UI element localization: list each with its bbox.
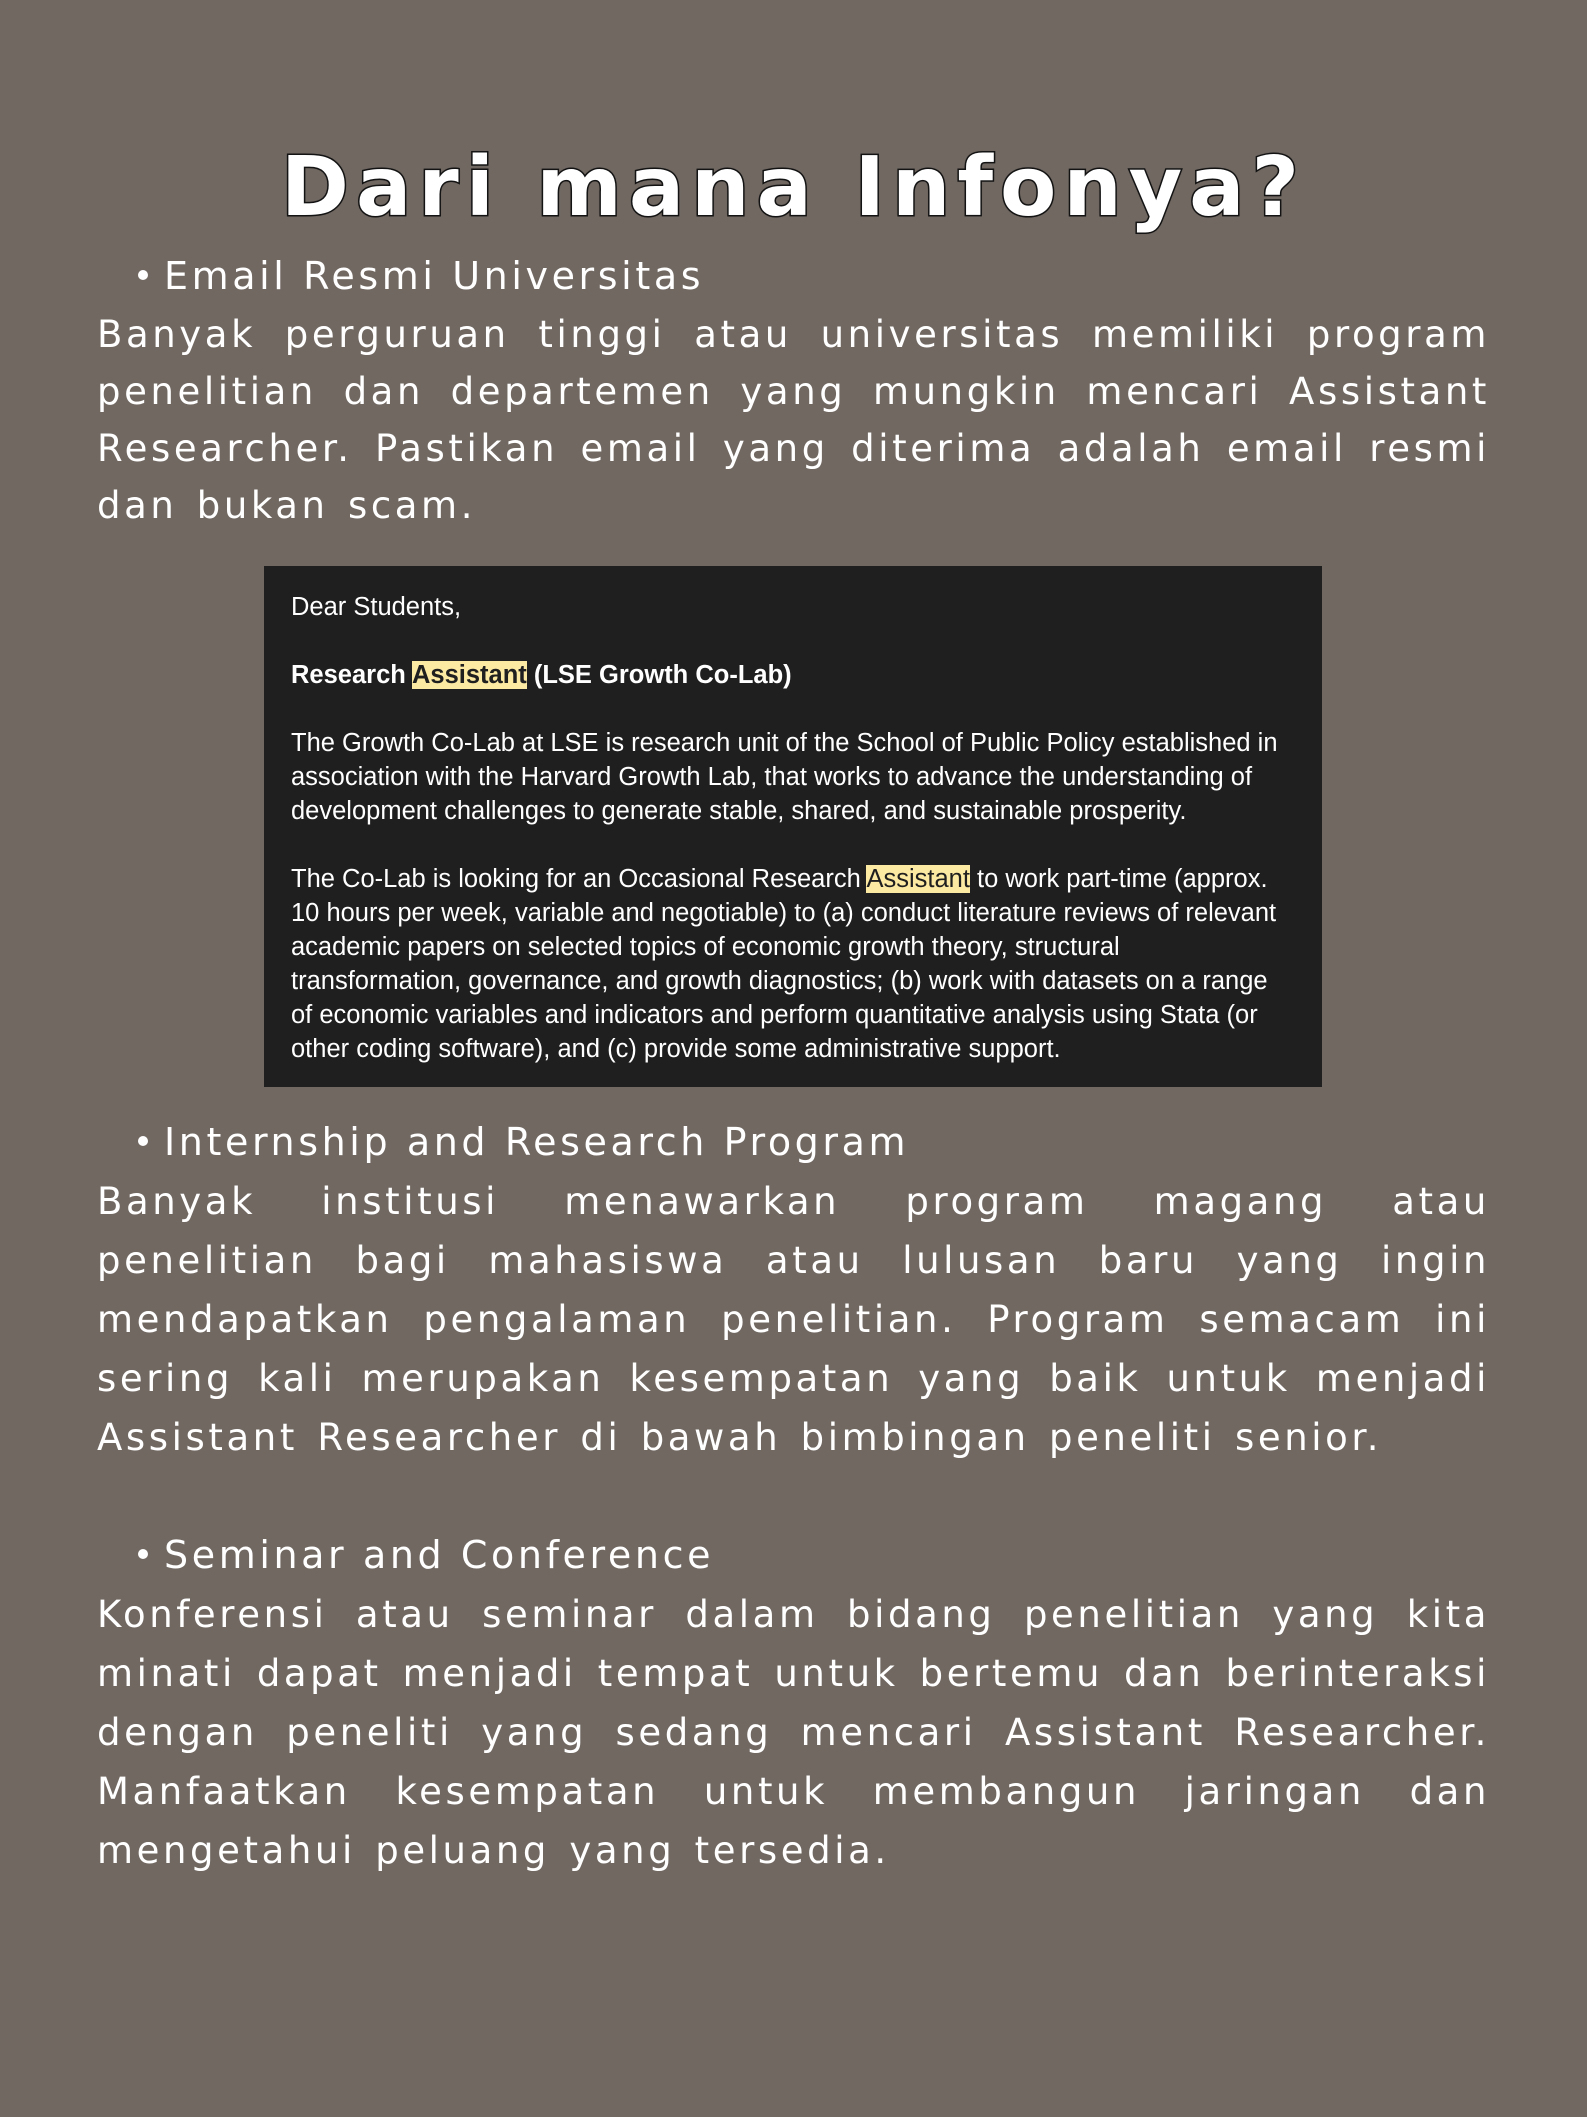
email-paragraph [291, 862, 1294, 1066]
section-body-internship: Banyak institusi menawarkan program magang atau penelitian bagi mahasiswa atau lulusan baru yang ingin mendapatkan pengalaman penelitian. Program semacam ini sering kali merupakan kesempatan yang baik untuk menjadi Assistant Researcher di bawah bimbingan peneliti senior. [97, 1180, 1490, 1459]
bullet-icon [138, 1549, 148, 1559]
section-heading-label: Email Resmi Universitas [164, 254, 705, 298]
email-paragraph-end: to work part-time (approx. 10 hours per week, variable and negotiable) to (a) conduct literature reviews of relevant academic papers on selected topics of economic growth theory, structural transformation, governance, and growth diagnostics; (b) work with datasets on a range of economic variables and indicators and perform quantitative analysis using Stata (or other coding software), and (c) provide some administrative support. [291, 865, 1277, 1063]
email-subject-highlight: Assistant [411, 661, 527, 689]
email-subject-start: Research [291, 661, 412, 689]
section-heading-internship [138, 1117, 909, 1167]
email-subject [291, 658, 1294, 692]
page-title: Dari mana Infonya? [280, 140, 1307, 235]
section-body-email: Banyak perguruan tinggi atau universitas memiliki program penelitian dan departemen yang mungkin mencari Assistant Researcher. Pastikan email yang diterima adalah email resmi dan bukan scam. [97, 313, 1490, 527]
section-heading-email [138, 251, 704, 301]
section-heading-label: Internship and Research Program [164, 1120, 910, 1164]
email-paragraph-start: The Co-Lab is looking for an Occasional Research [291, 865, 867, 893]
section-heading-seminar [138, 1530, 714, 1580]
email-paragraph-highlight: Assistant [866, 865, 970, 893]
section-body-seminar: Konferensi atau seminar dalam bidang penelitian yang kita minati dapat menjadi tempat untuk bertemu dan berinteraksi dengan peneliti yang sedang mencari Assistant Researcher. Manfaatkan kesempatan untuk membangun jaringan dan mengetahui peluang yang tersedia. [97, 1593, 1490, 1872]
email-greeting: Dear Students, [291, 593, 462, 621]
section-heading-label: Seminar and Conference [164, 1533, 715, 1577]
email-screenshot [264, 566, 1322, 1087]
email-subject-end: (LSE Growth Co-Lab) [526, 661, 792, 689]
email-paragraph: The Growth Co-Lab at LSE is research unit of the School of Public Policy established in association with the Harvard Growth Lab, that works to advance the understanding of development challenges to generate stable, shared, and sustainable prosperity. [291, 729, 1278, 825]
bullet-icon [138, 270, 148, 280]
bullet-icon [138, 1136, 148, 1146]
